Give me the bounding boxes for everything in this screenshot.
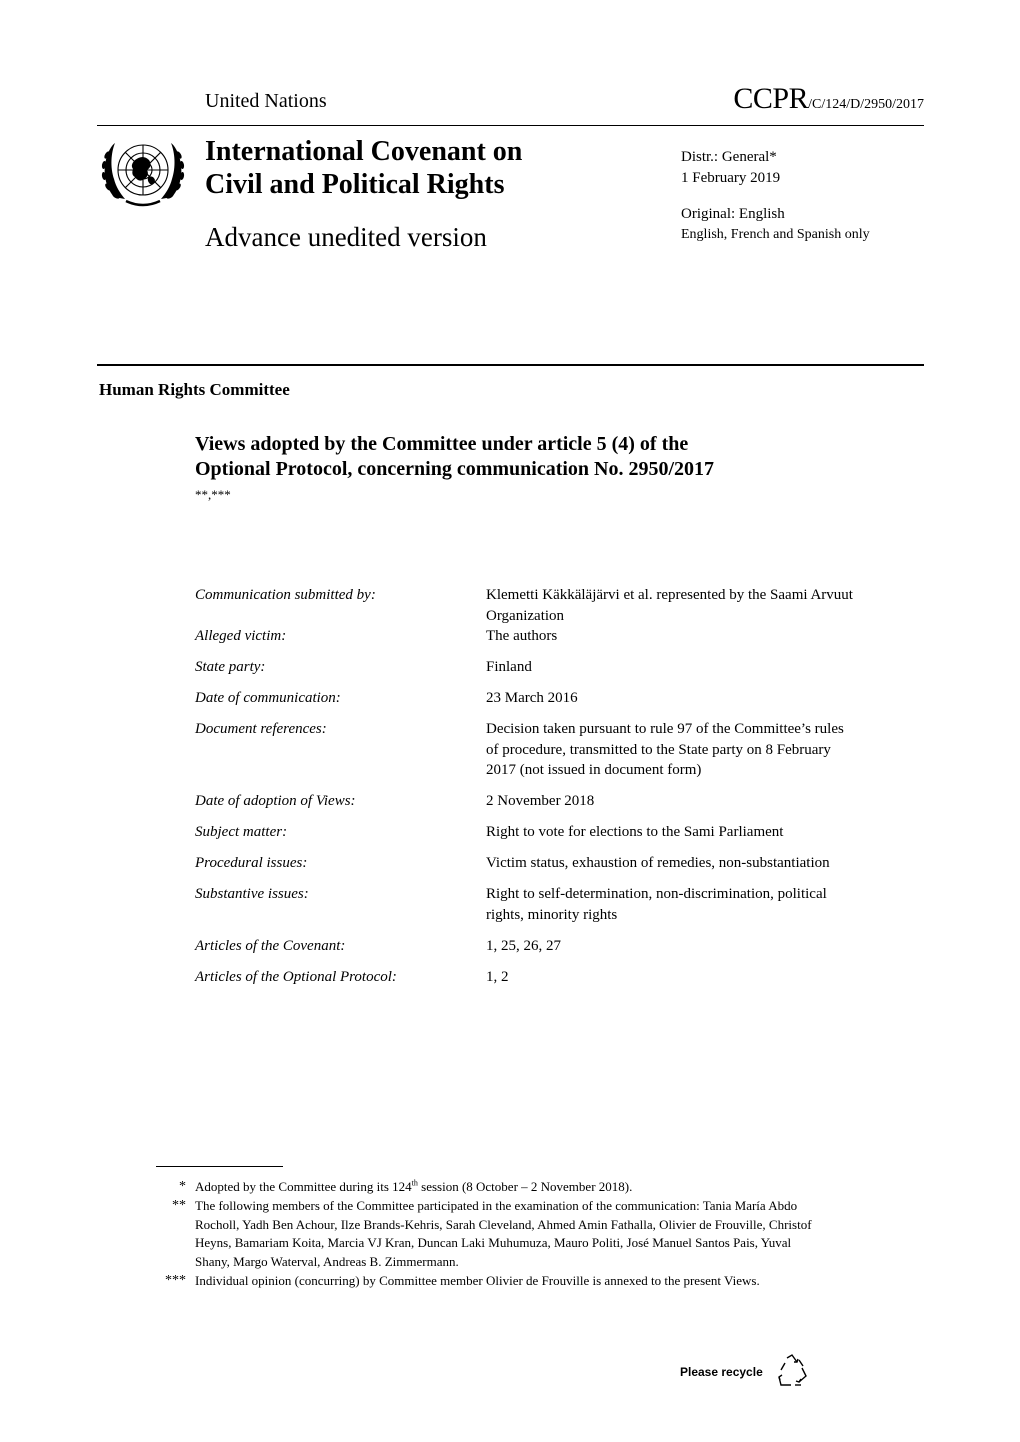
- metadata-label: Procedural issues:: [195, 855, 308, 871]
- title-line-1: International Covenant on: [205, 136, 523, 167]
- metadata-label: State party:: [195, 659, 266, 675]
- metadata-row: [195, 585, 895, 624]
- views-heading: [195, 432, 895, 482]
- metadata-label: Date of communication:: [195, 690, 341, 706]
- metadata-label: Substantive issues:: [195, 886, 309, 902]
- distr-date: 1 February 2019: [681, 169, 781, 186]
- footnote-rule: [156, 1166, 283, 1167]
- distr-languages: English, French and Spanish only: [681, 226, 870, 242]
- recycle-label: Please recycle: [680, 1365, 763, 1379]
- distr-original: Original: English: [681, 206, 785, 222]
- footnote-1: [150, 1178, 830, 1197]
- views-heading-line-2: Optional Protocol, concerning communication No. 2950/2017: [195, 458, 715, 480]
- metadata-value: Klemetti Käkkäläjärvi et al. represented by the Saami Arvuut Organization: [486, 587, 853, 624]
- treaty-title: [205, 135, 522, 201]
- version-label: Advance unedited version: [205, 222, 487, 252]
- metadata-row: [195, 884, 895, 925]
- metadata-value: Right to self-determination, non-discrimination, political rights, minority rights: [486, 886, 827, 923]
- metadata-row: [195, 719, 895, 781]
- metadata-label: Document references:: [195, 721, 327, 737]
- footnote-text: Adopted by the Committee during its 124th session (8 October – 2 November 2018).: [195, 1178, 633, 1194]
- metadata-value: Decision taken pursuant to rule 97 of the Committee’s rules of procedure, transmitted to the State party on 8 February 2017 (not issued in document form): [486, 721, 844, 778]
- metadata-row: [195, 853, 895, 874]
- header-rule: [97, 125, 924, 126]
- footnote-text: The following members of the Committee participated in the examination of the communication: Tania María Abdo Rocholl, Yadh Ben Achour, Ilze Brands-Kehris, Sarah Cleveland, Ahmed Amin Fathalla, Olivier de Frouville, Christof Heyns, Bamariam Koita, Marcia VJ Kran, Duncan Laki Muhumuza, Mauro Politi, José Manuel Santos Pais, Yuval Shany, Margo Waterval, Andreas B. Zimmermann.: [195, 1197, 812, 1270]
- metadata-row: [195, 791, 895, 812]
- metadata-value: Victim status, exhaustion of remedies, non-substantiation: [486, 855, 830, 871]
- section-rule: [97, 364, 924, 366]
- metadata-value: 1, 25, 26, 27: [486, 937, 561, 954]
- metadata-label: Subject matter:: [195, 824, 288, 840]
- metadata-value: Right to vote for elections to the Sami Parliament: [486, 824, 784, 840]
- metadata-row: [195, 657, 895, 678]
- metadata-row: [195, 967, 895, 988]
- metadata-value: 23 March 2016: [486, 690, 578, 706]
- committee-name: Human Rights Committee: [99, 380, 290, 399]
- metadata-row: [195, 626, 895, 647]
- metadata-label: Communication submitted by:: [195, 587, 376, 603]
- title-line-2: Civil and Political Rights: [205, 169, 505, 200]
- metadata-value: 1, 2: [486, 968, 509, 985]
- un-emblem-icon: [98, 133, 188, 211]
- symbol-main: CCPR: [733, 82, 809, 115]
- footnote-mark: ***: [165, 1272, 186, 1288]
- views-heading-line-1: Views adopted by the Committee under article 5 (4) of the: [195, 433, 689, 455]
- metadata-row: [195, 822, 895, 843]
- footnote-mark: **: [172, 1197, 186, 1213]
- metadata-label: Articles of the Optional Protocol:: [195, 968, 397, 985]
- metadata-label: Articles of the Covenant:: [195, 937, 346, 954]
- communication-metadata: [195, 585, 895, 998]
- metadata-value: The authors: [486, 628, 558, 644]
- org-name: United Nations: [205, 90, 327, 112]
- footnotes: [150, 1178, 830, 1291]
- metadata-label: Date of adoption of Views:: [195, 793, 356, 809]
- footnote-text: Individual opinion (concurring) by Committee member Olivier de Frouville is annexed to the present Views.: [195, 1272, 760, 1288]
- metadata-row: [195, 688, 895, 709]
- footnote-3: [150, 1272, 830, 1291]
- recycle-icon: [777, 1354, 807, 1388]
- metadata-value: 2 November 2018: [486, 793, 595, 809]
- metadata-label: Alleged victim:: [195, 628, 287, 644]
- document-symbol: [733, 82, 924, 116]
- distribution-block: [681, 147, 870, 245]
- footnote-mark: *: [179, 1179, 186, 1194]
- symbol-suffix: /C/124/D/2950/2017: [808, 97, 924, 112]
- distr-status: Distr.: General*: [681, 149, 777, 165]
- metadata-row: [195, 936, 895, 957]
- footnote-stars: **,***: [195, 487, 231, 502]
- footnote-2: [150, 1197, 830, 1272]
- metadata-value: Finland: [486, 659, 532, 675]
